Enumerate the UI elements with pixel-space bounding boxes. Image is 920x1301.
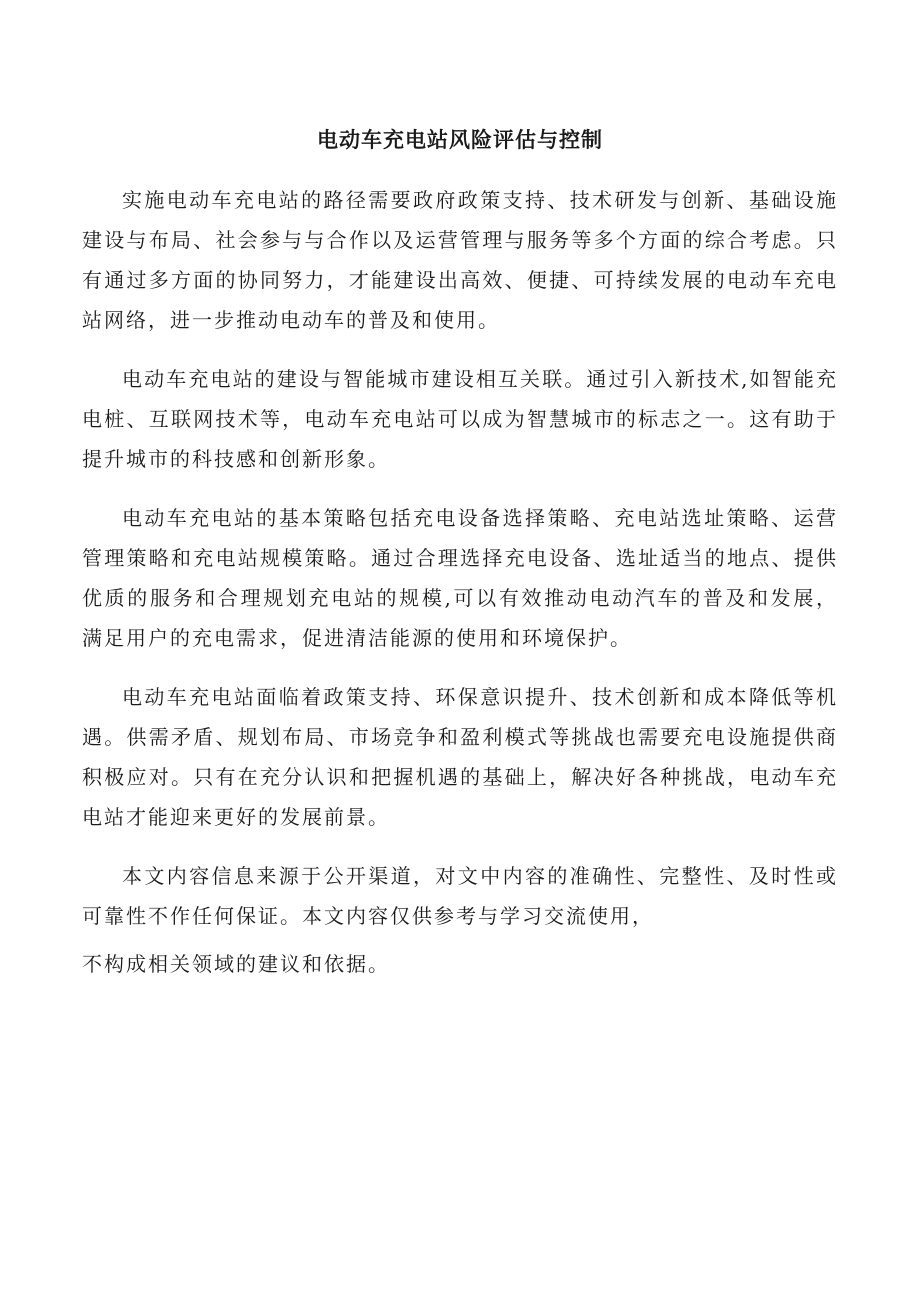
- document-body: [82, 180, 838, 1003]
- paragraph-disclaimer-continued: 不构成相关领域的建议和依据。: [82, 952, 390, 976]
- paragraph-opportunities-challenges: 电动车充电站面临着政策支持、环保意识提升、技术创新和成本降低等机遇。供需矛盾、规划布局、市场竞争和盈利模式等挑战也需要充电设施提供商积极应对。只有在充分认识和把握机遇的基础上，解决好各种挑战，电动车充电站才能迎来更好的发展前景。: [82, 685, 838, 829]
- paragraph-smart-city: 电动车充电站的建设与智能城市建设相互关联。通过引入新技术,如智能充电桩、互联网技术等，电动车充电站可以成为智慧城市的标志之一。这有助于提升城市的科技感和创新形象。: [82, 367, 838, 471]
- paragraph-disclaimer: 本文内容信息来源于公开渠道，对文中内容的准确性、完整性、及时性或可靠性不作任何保证。本文内容仅供参考与学习交流使用，: [82, 864, 838, 928]
- paragraph-implementation-path: 实施电动车充电站的路径需要政府政策支持、技术研发与创新、基础设施建设与布局、社会参与与合作以及运营管理与服务等多个方面的综合考虑。只有通过多方面的协同努力，才能建设出高效、便捷、可持续发展的电动车充电站网络，进一步推动电动车的普及和使用。: [82, 188, 838, 332]
- document-title: 电动车充电站风险评估与控制: [317, 128, 603, 152]
- paragraph-basic-strategy: 电动车充电站的基本策略包括充电设备选择策略、充电站选址策略、运营管理策略和充电站规模策略。通过合理选择充电设备、选址适当的地点、提供优质的服务和合理规划充电站的规模,可以有效推动电动汽车的普及和发展，满足用户的充电需求，促进清洁能源的使用和环境保护。: [82, 506, 838, 650]
